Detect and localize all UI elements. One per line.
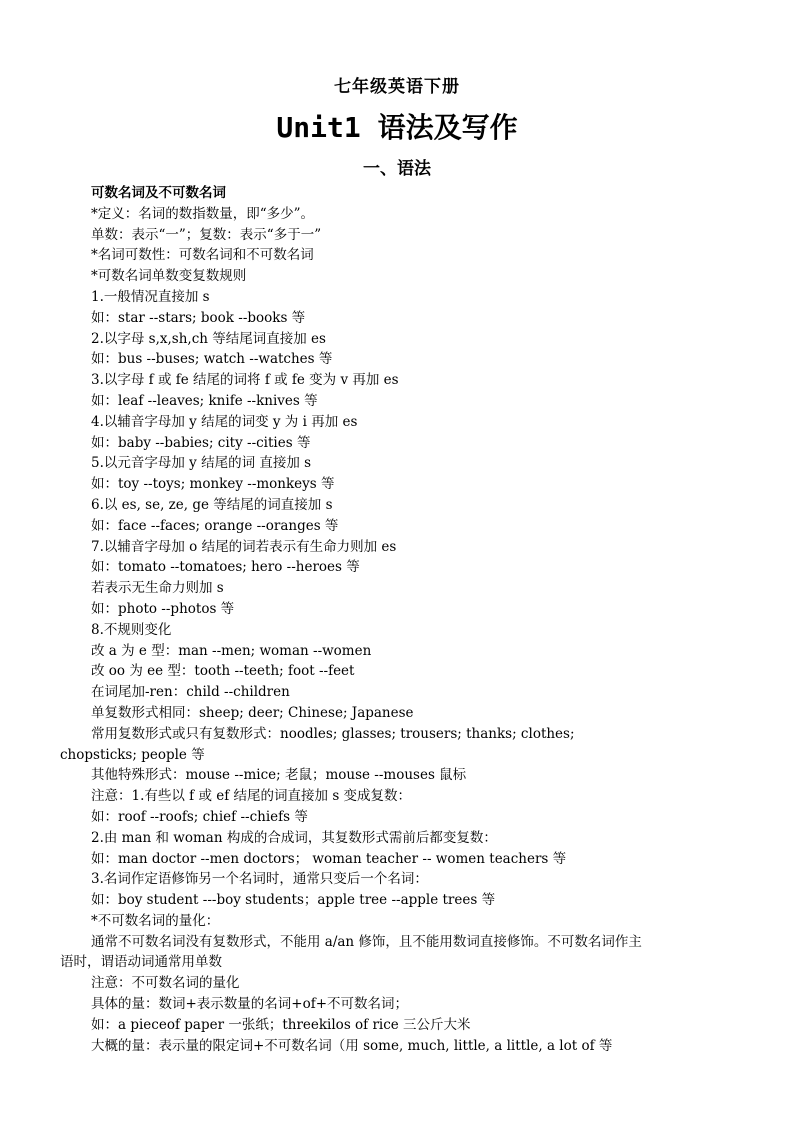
text-line-continuation: chopsticks; people 等: [60, 746, 205, 763]
rule-line: 6.以 es, se, ze, ge 等结尾的词直接加 s: [91, 496, 333, 513]
rule-line: 1.一般情况直接加 s: [91, 288, 210, 305]
note-line: 2.由 man 和 woman 构成的合成词，其复数形式需前后都变复数：: [91, 829, 497, 846]
example-line: 如：a pieceof paper 一张纸；threekilos of rice 三公斤大米: [91, 1016, 471, 1033]
rule-line: 5.以元音字母加 y 结尾的词 直接加 s: [91, 455, 312, 472]
example-line: 如：bus --buses; watch --watches 等: [91, 351, 333, 368]
text-line: 若表示无生命力则加 s: [91, 580, 224, 597]
rule-line: 8.不规则变化: [91, 621, 172, 638]
text-line-continuation: 语时，谓语动词通常用单数: [60, 954, 222, 971]
body-text: [60, 183, 740, 1056]
text-line: 单数：表示“一”；复数：表示“多于一”: [91, 226, 322, 243]
unit-topic: 语法及写作: [377, 111, 518, 144]
unit-number: Unit1: [276, 111, 361, 144]
note-line: 注意：不可数名词的量化: [91, 975, 240, 992]
example-line: 如：star --stars; book --books 等: [91, 309, 306, 326]
text-line: *名词可数性：可数名词和不可数名词: [91, 247, 314, 264]
text-line: 大概的量：表示量的限定词+不可数名词（用 some, much, little, a little, a lot of 等: [91, 1037, 613, 1054]
text-line: *不可数名词的量化：: [91, 912, 220, 929]
example-line: 如：face --faces; orange --oranges 等: [91, 517, 339, 534]
text-line: 常用复数形式或只有复数形式：noodles; glasses; trousers; thanks; clothes;: [91, 725, 575, 742]
note-line: 3.名词作定语修饰另一个名词时，通常只变后一个名词：: [91, 871, 428, 888]
example-line: 如：leaf --leaves; knife --knives 等: [91, 392, 318, 409]
text-line: 单复数形式相同：sheep; deer; Chinese; Japanese: [91, 704, 414, 721]
unit-heading: [0, 106, 794, 146]
text-line: 其他特殊形式：mouse --mice; 老鼠；mouse --mouses 鼠标: [91, 767, 467, 784]
text-line: *定义：名词的数指数量，即“多少”。: [91, 205, 315, 222]
section-heading: 一、语法: [363, 159, 431, 179]
text-line: 具体的量：数词+表示数量的名词+of+不可数名词；: [91, 996, 409, 1013]
example-line: 如：man doctor --men doctors； woman teacher -- women teachers 等: [91, 850, 567, 867]
rule-line: 2.以字母 s,x,sh,ch 等结尾词直接加 es: [91, 330, 326, 347]
rule-line: 3.以字母 f 或 fe 结尾的词将 f 或 fe 变为 v 再加 es: [91, 372, 399, 389]
rule-line: 4.以辅音字母加 y 结尾的词变 y 为 i 再加 es: [91, 413, 358, 430]
example-line: 如：roof --roofs; chief --chiefs 等: [91, 808, 308, 825]
example-line: 如：tomato --tomatoes; hero --heroes 等: [91, 559, 360, 576]
example-line: 如：boy student ---boy students；apple tree --apple trees 等: [91, 892, 496, 909]
example-line: 如：toy --toys; monkey --monkeys 等: [91, 476, 335, 493]
example-line: 如：baby --babies; city --cities 等: [91, 434, 311, 451]
note-line: 注意：1.有些以 f 或 ef 结尾的词直接加 s 变成复数：: [91, 788, 412, 805]
example-line: 如：photo --photos 等: [91, 600, 235, 617]
document-title: 七年级英语下册: [334, 77, 460, 97]
text-line: 通常不可数名词没有复数形式，不能用 a/an 修饰，且不能用数词直接修饰。不可数名词作主: [91, 933, 642, 950]
rule-line: 7.以辅音字母加 o 结尾的词若表示有生命力则加 es: [91, 538, 397, 555]
subsection-heading: 可数名词及不可数名词: [91, 185, 226, 201]
text-line: 改 a 为 e 型：man --men; woman --women: [91, 642, 372, 659]
text-line: 改 oo 为 ee 型：tooth --teeth; foot --feet: [91, 663, 355, 680]
text-line: *可数名词单数变复数规则: [91, 268, 247, 285]
text-line: 在词尾加-ren：child --children: [91, 684, 290, 701]
